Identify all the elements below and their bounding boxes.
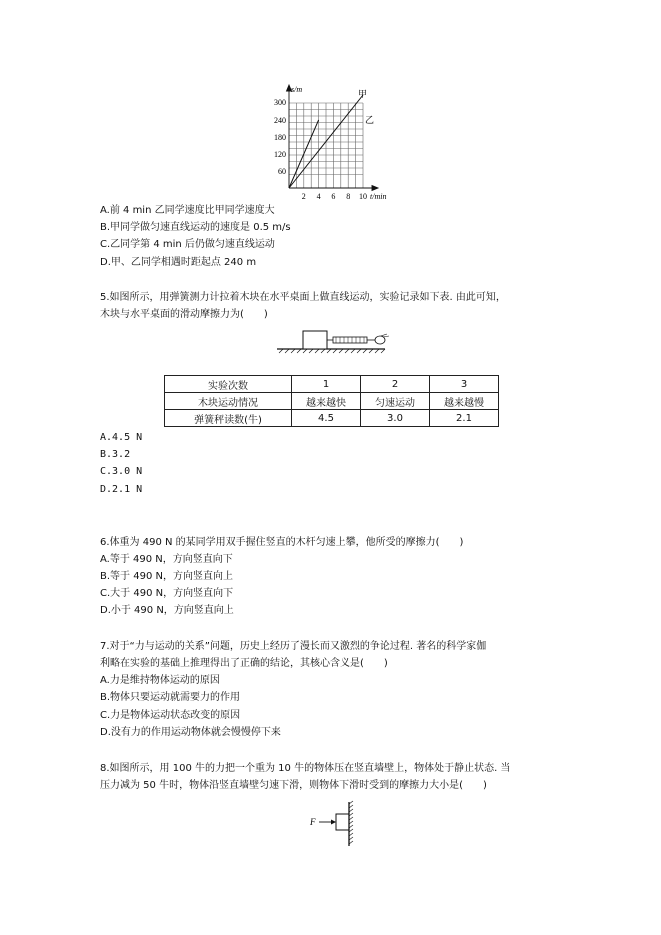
table-cell: 木块运动情况 (165, 393, 292, 410)
table-row (165, 393, 499, 410)
q6-option-a: A.等于 490 N，方向竖直向下 (100, 554, 233, 565)
q5-stem-line1: 5.如图所示，用弹簧测力计拉着木块在水平桌面上做直线运动，实验记录如下表. 由此可知， (100, 292, 506, 303)
x-tick-8: 8 (346, 192, 351, 201)
x-tick-2: 2 (301, 192, 306, 201)
q7-stem-line1: 7.对于“力与运动的关系”问题，历史上经历了漫长而又激烈的争论过程. 著名的科学家伽 (100, 641, 487, 652)
q5-experiment-table (164, 375, 499, 427)
x-tick-4: 4 (316, 192, 321, 201)
table-cell: 1 (292, 376, 361, 393)
table-cell: 2.1 (430, 410, 499, 427)
table-row (165, 376, 499, 393)
q7-option-a: A.力是维持物体运动的原因 (100, 675, 220, 686)
y-tick-180: 180 (274, 133, 286, 142)
table-cell: 匀速运动 (361, 393, 430, 410)
q7-option-c: C.力是物体运动状态改变的原因 (100, 710, 241, 721)
table-cell: 3 (430, 376, 499, 393)
y-axis-label: s/m (291, 85, 303, 94)
q5-option-d: D.2.1 N (100, 484, 143, 495)
q7-stem-line2: 利略在实验的基础上推理得出了正确的结论，其核心含义是( ) (100, 658, 388, 669)
q6-option-b: B.等于 490 N，方向竖直向上 (100, 571, 233, 582)
wooden-block (303, 331, 327, 349)
y-tick-120: 120 (274, 150, 286, 159)
table-row (165, 410, 499, 427)
q4-option-a: A.前 4 min 乙同学速度比甲同学速度大 (100, 205, 275, 216)
q4-option-b: B.甲同学做匀速直线运动的速度是 0.5 m/s (100, 222, 291, 233)
q4-distance-time-graph (255, 82, 405, 202)
surface-hatching (279, 349, 385, 353)
q8-stem-line1: 8.如图所示，用 100 牛的力把一个重为 10 牛的物体压在竖直墙壁上，物体处于静止状态. 当 (100, 763, 511, 774)
q7-option-d: D.没有力的作用运动物体就会慢慢停下来 (100, 727, 281, 738)
q5-option-c: C.3.0 N (100, 466, 143, 477)
x-tick-6: 6 (331, 192, 336, 201)
table-cell: 2 (361, 376, 430, 393)
q5-spring-scale-figure (275, 325, 395, 355)
q5-option-a: A.4.5 N (100, 432, 143, 443)
x-tick-10: 10 (359, 192, 367, 201)
q6-option-c: C.大于 490 N，方向竖直向下 (100, 588, 234, 599)
y-tick-300: 300 (274, 98, 286, 107)
table-cell: 实验次数 (165, 376, 292, 393)
table-cell: 越来越快 (292, 393, 361, 410)
q5-option-b: B.3.2 (100, 449, 131, 460)
label-jia: 甲 (358, 89, 368, 99)
force-label: F (310, 817, 316, 827)
q5-stem-line2: 木块与水平桌面的滑动摩擦力为( ) (100, 309, 268, 320)
y-tick-240: 240 (274, 116, 286, 125)
q4-option-d: D.甲、乙同学相遇时距起点 240 m (100, 257, 257, 268)
q8-stem-line2: 压力减为 50 牛时，物体沿竖直墙壁匀速下滑，则物体下滑时受到的摩擦力大小是( ) (100, 780, 487, 791)
table-cell: 4.5 (292, 410, 361, 427)
x-axis-label: t/min (370, 192, 387, 201)
q7-option-b: B.物体只要运动就需要力的作用 (100, 692, 241, 703)
graph-x-arrow (372, 186, 378, 191)
table-cell: 3.0 (361, 410, 430, 427)
q6-option-d: D.小于 490 N，方向竖直向上 (100, 605, 234, 616)
q4-option-c: C.乙同学第 4 min 后仍做匀速直线运动 (100, 239, 275, 250)
y-tick-60: 60 (278, 167, 286, 176)
pressed-block (336, 814, 349, 830)
table-cell: 越来越慢 (430, 393, 499, 410)
q8-wall-figure (305, 800, 365, 848)
spring-scale (333, 337, 367, 343)
force-arrowhead (331, 820, 336, 825)
table-cell: 弹簧秤读数(牛) (165, 410, 292, 427)
label-yi: 乙 (365, 115, 375, 125)
graph-grid (289, 103, 363, 188)
q6-stem: 6.体重为 490 N 的某同学用双手握住竖直的木杆匀速上攀，他所受的摩擦力( ) (100, 537, 464, 548)
